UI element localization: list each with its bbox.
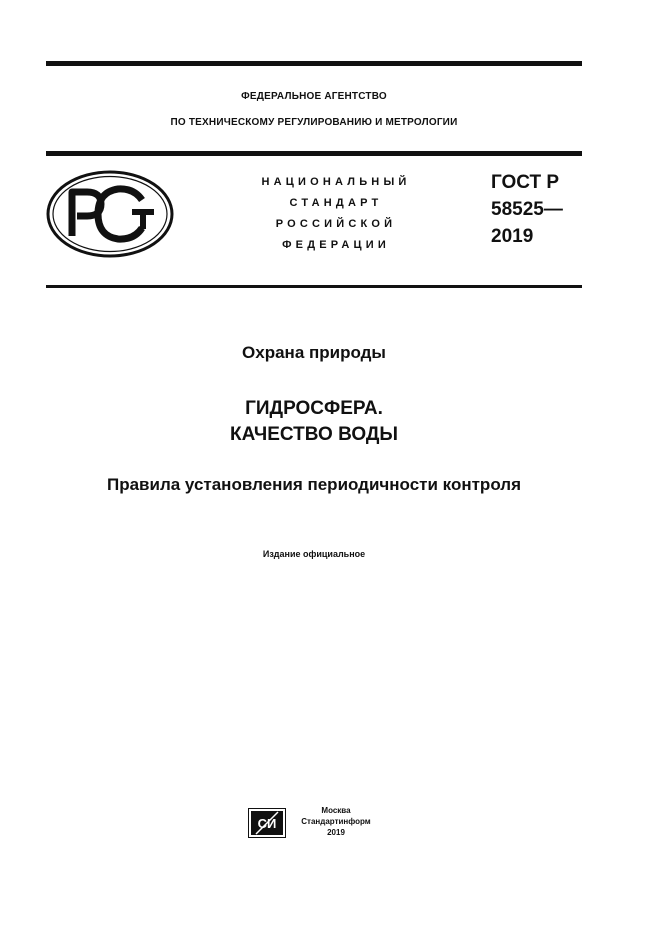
- standard-label-line-4: ФЕДЕРАЦИИ: [282, 239, 390, 251]
- edition-label: Издание официальное: [262, 549, 366, 559]
- gost-line-1: ГОСТ Р: [491, 172, 560, 193]
- gost-number: [491, 169, 563, 250]
- gost-line-2: 58525—: [491, 199, 563, 220]
- publisher-name: Стандартинформ: [301, 817, 371, 826]
- top-rule: [46, 61, 582, 66]
- standartinform-logo-icon: [248, 808, 286, 838]
- publisher-city: Москва: [321, 806, 351, 815]
- standard-label-line-2: СТАНДАРТ: [289, 197, 383, 209]
- gost-r-logo-icon: [46, 170, 174, 258]
- agency-line-1: ФЕДЕРАЛЬНОЕ АГЕНТСТВО: [241, 91, 387, 102]
- header-rule: [46, 151, 582, 156]
- standard-label: [236, 172, 436, 256]
- main-title: [46, 396, 582, 448]
- standard-label-line-3: РОССИЙСКОЙ: [275, 218, 397, 230]
- gost-line-3: 2019: [491, 226, 534, 247]
- main-title-line-2: КАЧЕСТВО ВОДЫ: [230, 424, 398, 445]
- publisher-block: [293, 805, 379, 838]
- publisher-logo-text: СИ: [257, 816, 277, 831]
- main-title-line-1: ГИДРОСФЕРА.: [245, 398, 383, 419]
- publisher-year: 2019: [327, 828, 345, 837]
- section-title: Охрана природы: [242, 343, 386, 362]
- agency-line-2: ПО ТЕХНИЧЕСКОМУ РЕГУЛИРОВАНИЮ И МЕТРОЛОГИИ: [170, 117, 458, 128]
- subtitle: Правила установления периодичности контроля: [106, 475, 521, 494]
- title-block-rule: [46, 285, 582, 288]
- standard-label-line-1: НАЦИОНАЛЬНЫЙ: [261, 176, 411, 188]
